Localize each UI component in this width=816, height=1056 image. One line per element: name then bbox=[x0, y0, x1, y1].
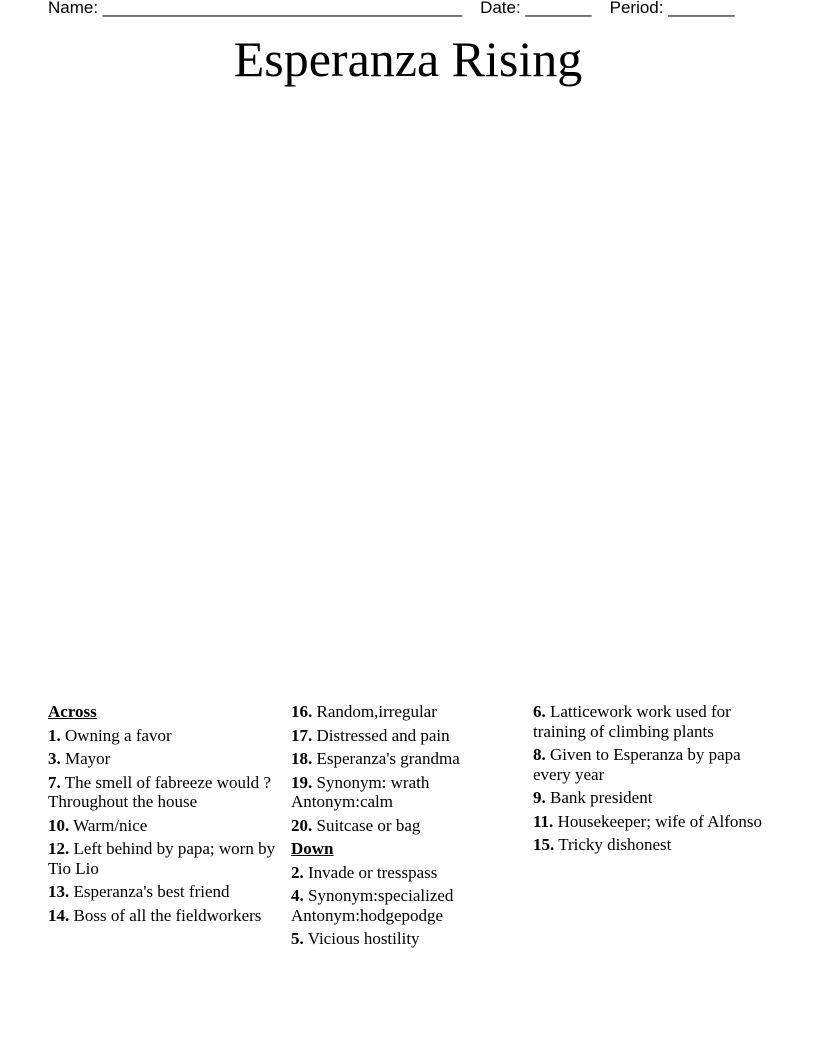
clues-column-3 bbox=[533, 702, 763, 859]
clue-across-3: 3. Mayor bbox=[48, 749, 111, 768]
clue-across-18: 18. Esperanza's grandma bbox=[291, 749, 460, 768]
clue-down-5: 5. Vicious hostility bbox=[291, 929, 420, 948]
clue-down-11: 11. Housekeeper; wife of Alfonso bbox=[533, 811, 762, 831]
clue-down-15: 15. Tricky dishonest bbox=[533, 835, 672, 854]
clue-across-16: 16. Random,irregular bbox=[291, 702, 437, 721]
clue-across-10: 10. Warm/nice bbox=[48, 815, 148, 835]
clue-across-20: 20. Suitcase or bag bbox=[291, 815, 421, 835]
clues-column-2 bbox=[291, 702, 521, 953]
down-heading: Down bbox=[291, 839, 334, 858]
clue-down-9: 9. Bank president bbox=[533, 788, 653, 807]
clue-across-7: 7. The smell of fabreeze would ? Throughout the house bbox=[48, 772, 271, 811]
across-heading: Across bbox=[48, 702, 97, 721]
clue-across-1: 1. Owning a favor bbox=[48, 725, 172, 745]
clue-across-17: 17. Distressed and pain bbox=[291, 725, 450, 745]
clue-across-19: 19. Synonym: wrath Antonym:calm bbox=[291, 772, 430, 811]
name-field: Name: ______________________________________ bbox=[48, 0, 463, 17]
clue-down-2: 2. Invade or tresspass bbox=[291, 862, 438, 882]
period-field: Period: _______ bbox=[609, 0, 735, 17]
page-title: Esperanza Rising bbox=[233, 31, 583, 87]
date-field: Date: _______ bbox=[480, 0, 592, 17]
clue-across-13: 13. Esperanza's best friend bbox=[48, 882, 230, 901]
clue-down-8: 8. Given to Esperanza by papa every year bbox=[533, 745, 741, 784]
clue-down-4: 4. Synonym:specialized Antonym:hodgepodge bbox=[291, 886, 454, 925]
clues-column-1 bbox=[48, 702, 278, 929]
clue-across-14: 14. Boss of all the fieldworkers bbox=[48, 905, 262, 925]
clue-across-12: 12. Left behind by papa; worn by Tio Lio bbox=[48, 839, 276, 878]
clue-down-6: 6. Latticework work used for training of climbing plants bbox=[533, 702, 731, 741]
